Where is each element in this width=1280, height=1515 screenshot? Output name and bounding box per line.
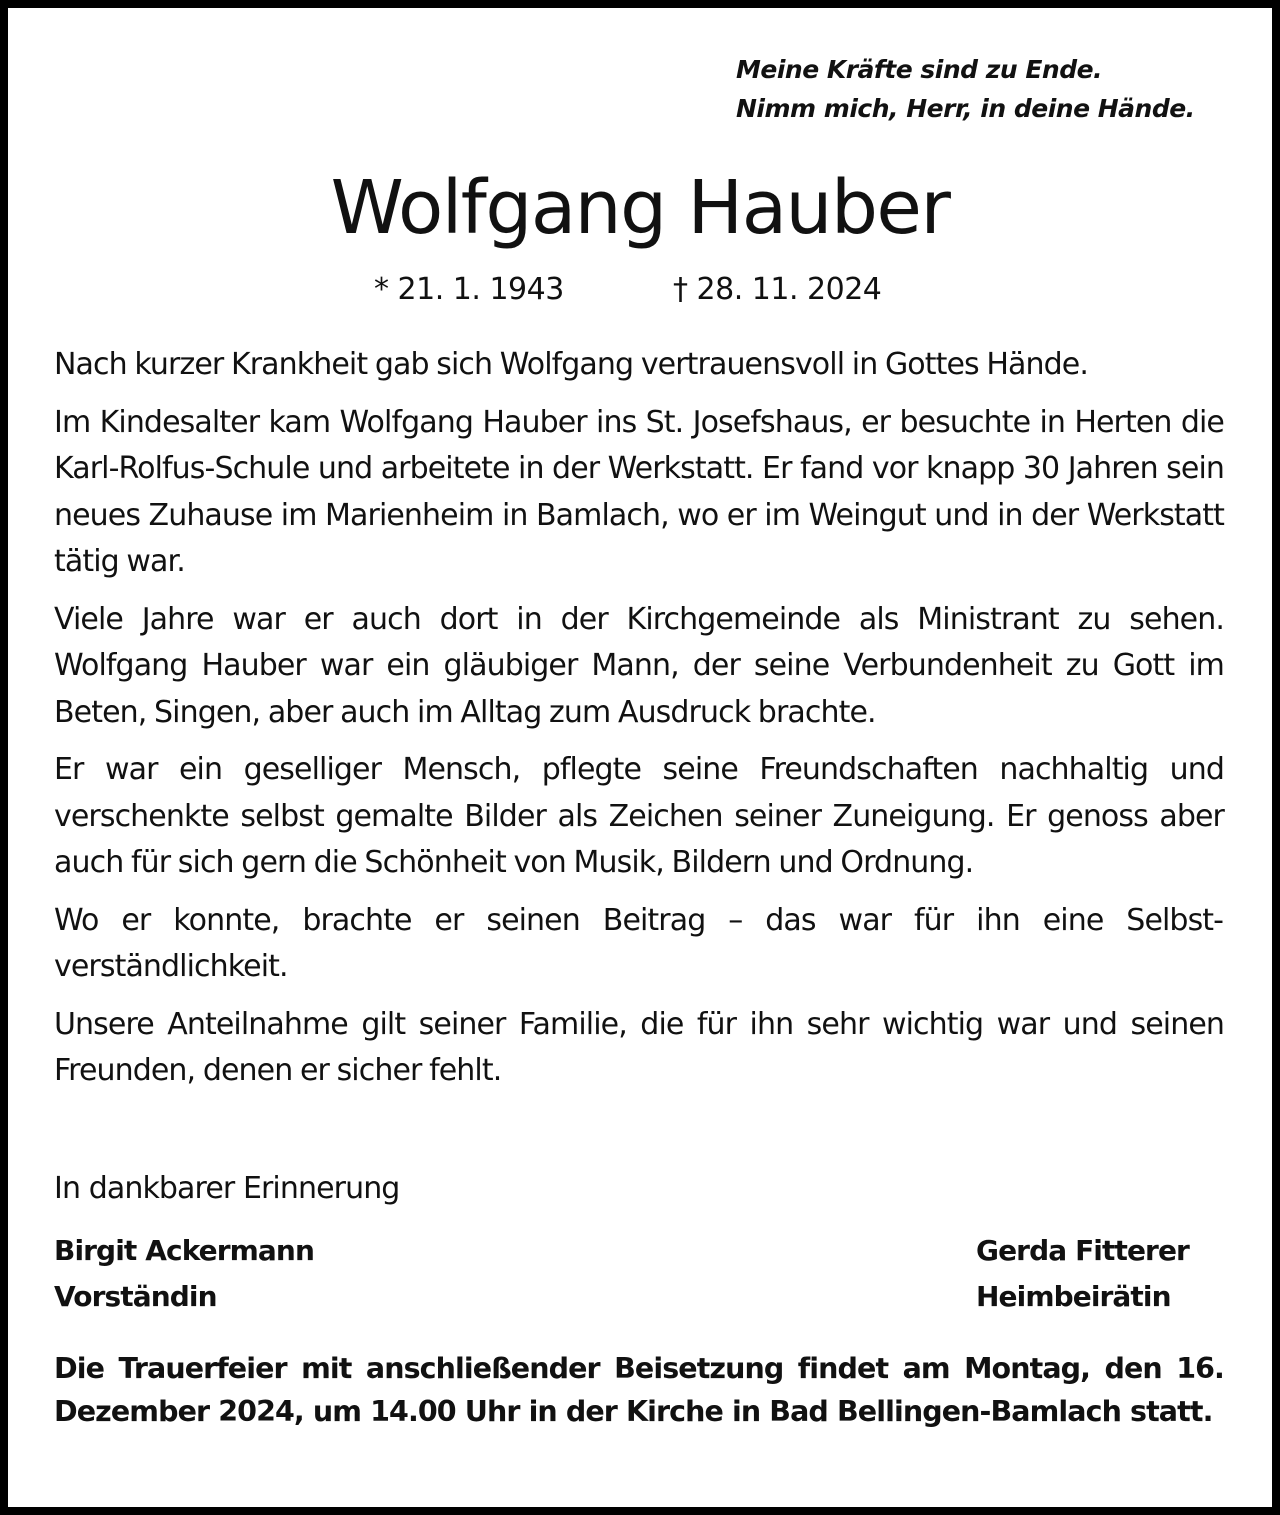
- signer-role: Vorständin: [54, 1280, 217, 1313]
- death-date: † 28. 11. 2024: [673, 272, 882, 307]
- paragraph: Nach kurzer Krankheit gab sich Wolfgang vertrauensvoll in Gottes Hände.: [54, 347, 1088, 382]
- signer-right: [976, 1228, 1189, 1320]
- closing-line: In dankbarer Erinnerung: [54, 1171, 400, 1206]
- funeral-notice: Die Trauerfeier mit anschließender Beisetzung findet am Montag, den 16. Dezember 2024, um 14.00 Uhr in der Kirche in Bad Bellingen-Bamlach statt.: [54, 1352, 1224, 1428]
- signer-name: Birgit Ackermann: [54, 1234, 314, 1267]
- signer-role: Heimbeirätin: [976, 1280, 1171, 1313]
- birth-date: * 21. 1. 1943: [374, 272, 564, 307]
- paragraph: Unsere Anteilnahme gilt seiner Familie, die für ihn sehr wichtig war und seinen Freunden, denen er sicher fehlt.: [54, 1006, 1224, 1088]
- deceased-name: Wolfgang Hauber: [330, 165, 950, 251]
- obituary-body: [54, 342, 1224, 1106]
- signer-left: [54, 1228, 314, 1320]
- paragraph: Er war ein geselliger Mensch, pflegte seine Freundschaften nachhaltig und verschenkte selbst gemalte Bilder als Zeichen seiner Zuneigung. Er genoss aber auch für sich gern die Schönheit von Musik, Bildern und Ordnung.: [54, 752, 1224, 880]
- paragraph: Im Kindesalter kam Wolfgang Hauber ins St. Josefshaus, er besuchte in Herten die Karl-Rolfus-Schule und arbeitete in der Werkstatt. Er fand vor knapp 30 Jahren sein neues Zuhause im Marienheim in Bamlach, wo er im Weingut und in der Werkstatt tätig war.: [54, 404, 1224, 579]
- paragraph: Viele Jahre war er auch dort in der Kirchgemeinde als Ministrant zu sehen. Wolfgang Hauber war ein gläubiger Mann, der seine Verbundenheit zu Gott im Beten, Singen, aber auch im Alltag zum Ausdruck brachte.: [54, 601, 1224, 730]
- motto-line: Nimm mich, Herr, in deine Hände.: [736, 94, 1195, 123]
- motto-verse: [736, 50, 1195, 128]
- signer-name: Gerda Fitterer: [976, 1234, 1189, 1267]
- paragraph: Wo er konnte, brachte er seinen Beitrag – das war für ihn eine Selbstverständlichkeit.: [54, 902, 1224, 984]
- motto-line: Meine Kräfte sind zu Ende.: [736, 55, 1103, 84]
